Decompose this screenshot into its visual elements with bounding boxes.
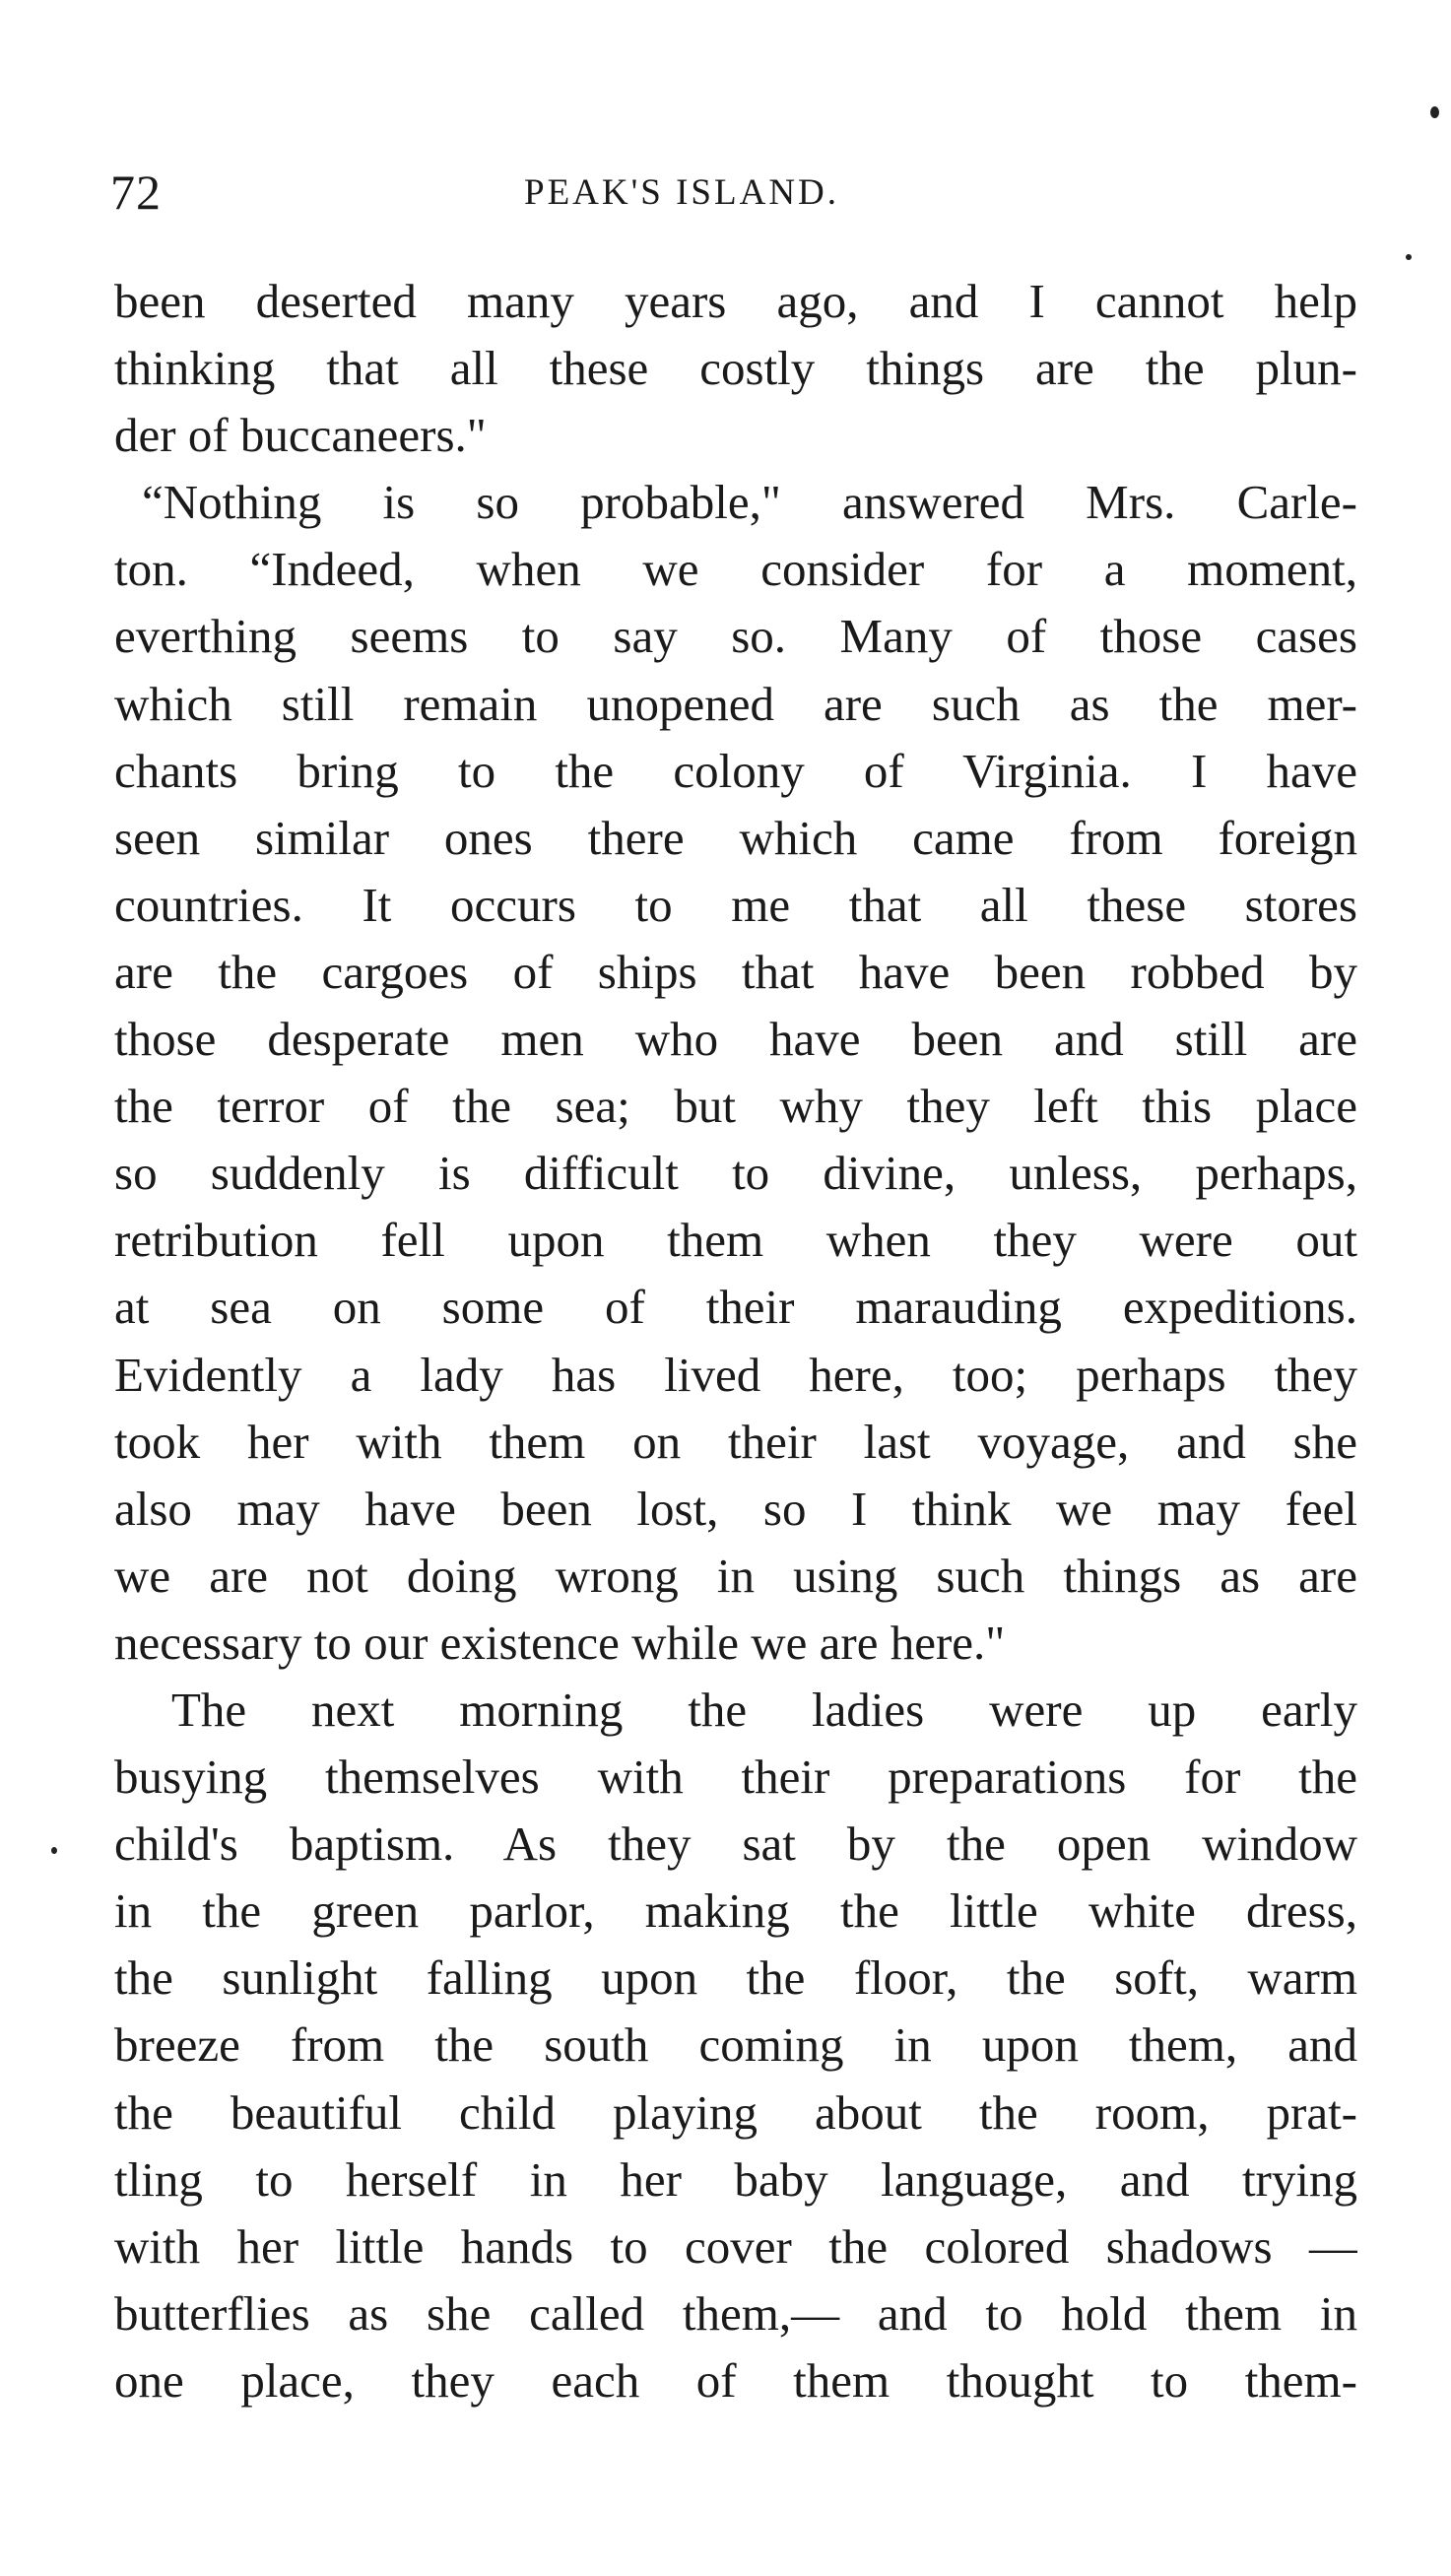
text-line: busying themselves with their preparations for the xyxy=(114,1750,1357,1805)
text-line: the sunlight falling upon the floor, the soft, warm xyxy=(114,1950,1357,2006)
text-line: so suddenly is difficult to divine, unless, perhaps, xyxy=(114,1146,1357,1201)
text-line: those desperate men who have been and still are xyxy=(114,1012,1357,1067)
body-text xyxy=(114,268,1357,2414)
ink-speck xyxy=(51,1847,57,1854)
ink-speck xyxy=(1430,106,1439,118)
text-line: seen similar ones there which came from foreign xyxy=(114,810,1357,865)
text-line: Evidently a lady has lived here, too; perhaps they xyxy=(114,1347,1357,1402)
text-line: breeze from the south coming in upon them, and xyxy=(114,2017,1357,2073)
text-line: are the cargoes of ships that have been robbed by xyxy=(114,944,1357,999)
text-line: the beautiful child playing about the room, prat- xyxy=(114,2084,1357,2140)
text-line: countries. It occurs to me that all these stores xyxy=(114,877,1357,932)
page-number: 72 xyxy=(110,165,162,220)
text-line: ton. “Indeed, when we consider for a moment, xyxy=(114,542,1357,597)
page-header xyxy=(110,158,1352,227)
text-line: butterflies as she called them,— and to hold them in xyxy=(114,2285,1357,2341)
text-line: been deserted many years ago, and I cannot help xyxy=(114,274,1357,328)
ink-speck xyxy=(1406,254,1412,260)
text-line: took her with them on their last voyage, and she xyxy=(114,1414,1357,1469)
text-line: everthing seems to say so. Many of those cases xyxy=(114,609,1357,664)
text-line: thinking that all these costly things are the plun- xyxy=(114,341,1357,396)
text-line: “Nothing is so probable," answered Mrs. Carle- xyxy=(142,475,1357,530)
text-line: also may have been lost, so I think we may feel xyxy=(114,1481,1357,1536)
text-line: at sea on some of their marauding expeditions. xyxy=(114,1280,1357,1335)
text-line: which still remain unopened are such as the mer- xyxy=(114,676,1357,731)
text-line: with her little hands to cover the colored shadows — xyxy=(114,2218,1357,2274)
text-line: the terror of the sea; but why they left this place xyxy=(114,1079,1357,1134)
text-line: chants bring to the colony of Virginia. I have xyxy=(114,743,1357,798)
text-line: tling to herself in her baby language, and trying xyxy=(114,2151,1357,2207)
text-line: child's baptism. As they sat by the open window xyxy=(114,1816,1357,1872)
text-line: we are not doing wrong in using such things as are xyxy=(114,1548,1357,1603)
text-line: in the green parlor, making the little white dress, xyxy=(114,1883,1357,1939)
text-line: der of buccaneers." xyxy=(114,408,487,463)
running-title: PEAK'S ISLAND. xyxy=(524,172,840,213)
text-line: necessary to our existence while we are here." xyxy=(114,1615,1006,1670)
text-line: one place, they each of them thought to them- xyxy=(114,2352,1357,2408)
text-line: The next morning the ladies were up early xyxy=(171,1682,1357,1737)
text-line: retribution fell upon them when they were out xyxy=(114,1213,1357,1268)
